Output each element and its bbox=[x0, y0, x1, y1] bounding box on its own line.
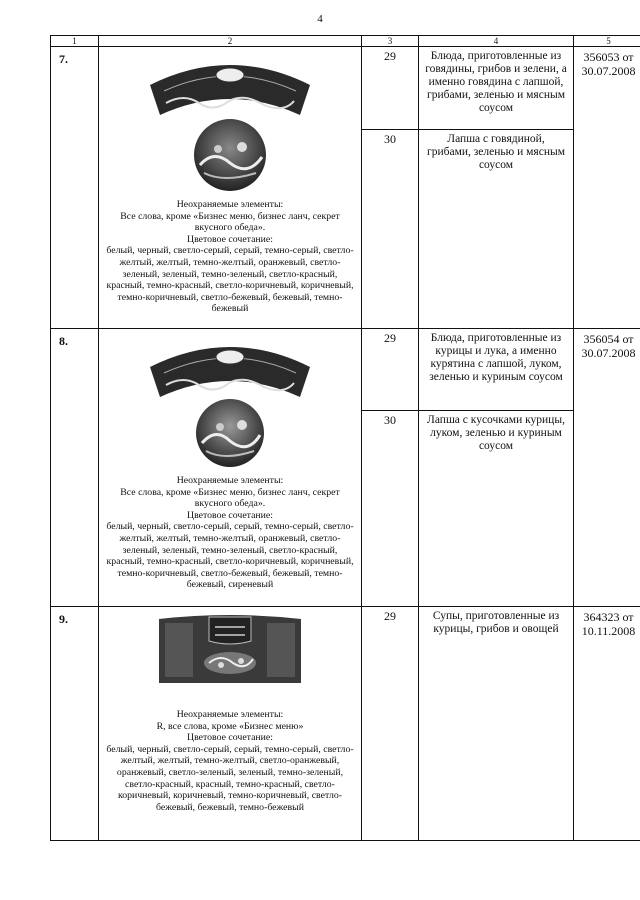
unprotected-title: Неохраняемые элементы: bbox=[176, 709, 284, 720]
color-list: белый, черный, светло-серый, серый, темно-серый, светло-желтый, желтый, темно-желтый, светло-оранжевый, оранжевый, светло-зеленый, зеленый, темно-зеленый, светло-красный, красный, темно-красный, светло-коричневый, коричневый, темно-коричневый, светло-бежевый, бежевый, темно-бежевый bbox=[106, 743, 354, 813]
color-title: Цветовое сочетание: bbox=[187, 509, 273, 521]
unprotected-text: R, все слова, кроме «Бизнес меню» bbox=[156, 720, 304, 732]
color-list: белый, черный, светло-серый, серый, темно-серый, светло-желтый, желтый, темно-желтый, оранжевый, светло-зеленый, зеленый, темно-зеленый, светло-красный, красный, темно-красный, светло-коричневый, коричневый, темно-коричневый, светло-бежевый, бежевый, темно-бежевый bbox=[106, 245, 354, 315]
header-cell: 2 bbox=[99, 36, 362, 47]
table-row bbox=[51, 607, 640, 841]
color-list: белый, черный, светло-серый, серый, темно-серый, светло-желтый, желтый, темно-желтый, оранжевый, светло-зеленый, зеленый, темно-зеленый, светло-красный, красный, темно-красный, светло-коричневый, коричневый, темно-коричневый, светло-бежевый, бежевый, темно-бежевый, сиреневый bbox=[106, 521, 354, 591]
class-number: 29 bbox=[362, 329, 419, 411]
unprotected-text: Все слова, кроме «Бизнес меню, бизнес ланч, секрет вкусного обеда». bbox=[120, 210, 340, 234]
goods-description: Блюда, приготовленные из курицы и лука, а именно курятина с лапшой, луком, зеленью и куриным соусом bbox=[419, 329, 574, 411]
class-number: 30 bbox=[362, 411, 419, 607]
header-cell: 5 bbox=[574, 36, 640, 47]
registration-number: 356053 от 30.07.2008 bbox=[574, 47, 640, 329]
trademark-image-business-lunch bbox=[144, 335, 316, 469]
page-number: 4 bbox=[317, 13, 323, 25]
header-cell: 3 bbox=[362, 36, 419, 47]
unprotected-title: Неохраняемые элементы: bbox=[176, 199, 284, 210]
header-row bbox=[51, 36, 640, 47]
goods-description: Блюда, приготовленные из говядины, грибов и зелени, а именно говядина с лапшой, грибами, зеленью и мясным соусом bbox=[419, 47, 574, 130]
trademark-cell bbox=[99, 607, 362, 841]
unprotected-text: Все слова, кроме «Бизнес меню, бизнес ланч, секрет вкусного обеда». bbox=[120, 486, 340, 510]
class-number: 30 bbox=[362, 130, 419, 329]
trademark-image-business-menu bbox=[155, 613, 305, 687]
registration-number: 364323 от 10.11.2008 bbox=[574, 607, 640, 841]
row-number: 9. bbox=[51, 607, 99, 841]
class-number: 29 bbox=[362, 47, 419, 130]
color-title: Цветовое сочетание: bbox=[187, 233, 273, 245]
row-number: 8. bbox=[51, 329, 99, 607]
class-number: 29 bbox=[362, 607, 419, 841]
table-row bbox=[51, 329, 640, 411]
goods-description: Лапша с говядиной, грибами, зеленью и мясным соусом bbox=[419, 130, 574, 329]
table-row bbox=[51, 47, 640, 130]
header-cell: 1 bbox=[51, 36, 99, 47]
color-title: Цветовое сочетание: bbox=[187, 732, 273, 744]
goods-description: Лапша с кусочками курицы, луком, зеленью и куриным соусом bbox=[419, 411, 574, 607]
unprotected-title: Неохраняемые элементы: bbox=[176, 475, 284, 486]
trademark-cell bbox=[99, 47, 362, 329]
header-cell: 4 bbox=[419, 36, 574, 47]
registry-table bbox=[50, 35, 640, 841]
goods-description: Супы, приготовленные из курицы, грибов и овощей bbox=[419, 607, 574, 841]
registration-number: 356054 от 30.07.2008 bbox=[574, 329, 640, 607]
trademark-cell bbox=[99, 329, 362, 607]
trademark-image-business-lunch bbox=[144, 53, 316, 193]
row-number: 7. bbox=[51, 47, 99, 329]
